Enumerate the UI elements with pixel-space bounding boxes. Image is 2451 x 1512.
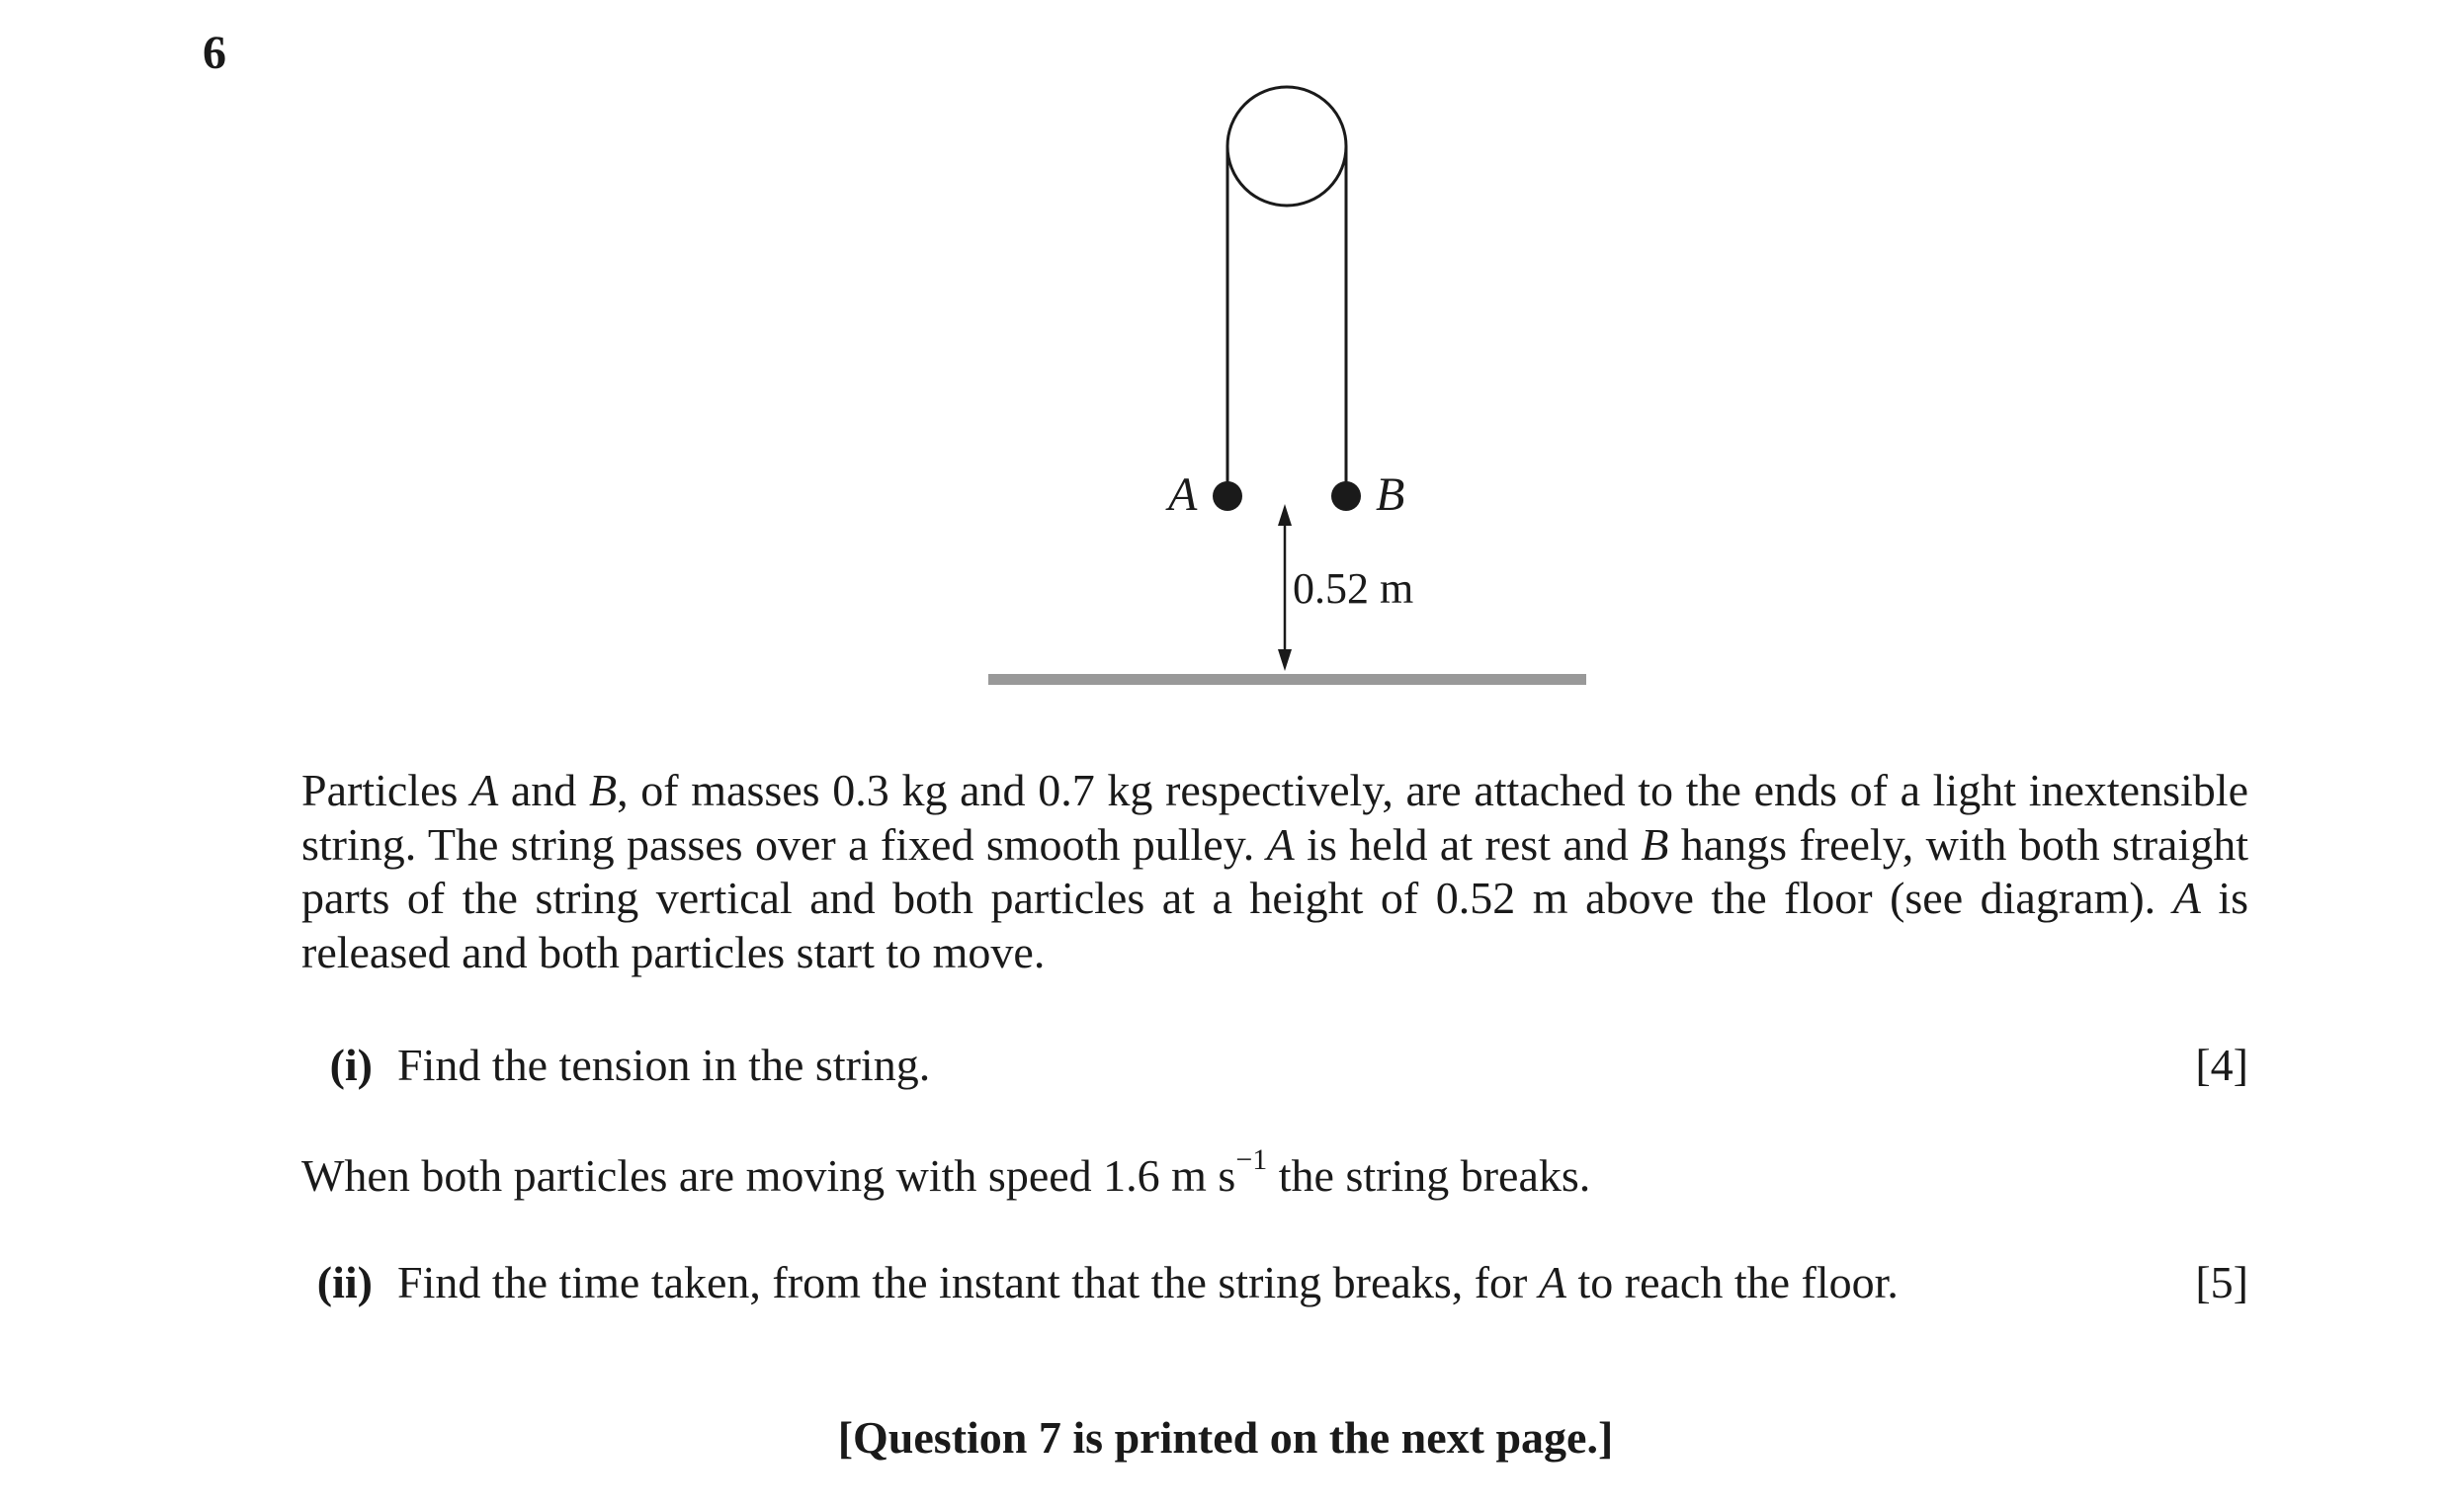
pulley-diagram [0, 0, 2451, 712]
footer-note: [Question 7 is printed on the next page.] [837, 1412, 1614, 1463]
height-arrow-head-up [1278, 504, 1292, 526]
particle-a-label: A [1168, 468, 1198, 521]
intro-text: Particles [301, 765, 471, 815]
height-arrow-head-down [1278, 649, 1292, 671]
intro-text: is released and both particles start to move. [301, 873, 2248, 977]
part-i-text: Find the tension in the string. [397, 1040, 931, 1090]
floor [988, 674, 1586, 685]
part-ii-text-segment: Find the time taken, from the instant that the string breaks, for [397, 1257, 1539, 1307]
middle-text: the string breaks. [1267, 1150, 1591, 1201]
middle-superscript: −1 [1235, 1142, 1268, 1176]
part-ii-text-segment: to reach the floor. [1565, 1257, 1899, 1307]
intro-text: A [2172, 873, 2201, 923]
intro-text: , of masses 0.3 kg and 0.7 kg respectively, are attached to the ends of a light inextensible string. The string passes over a fixed smooth pulley. [301, 765, 2248, 870]
middle-statement [301, 1142, 2248, 1203]
intro-text: is held at rest and [1294, 818, 1642, 870]
particle-b [1331, 481, 1361, 511]
part-ii-text [397, 1256, 1899, 1309]
part-ii-text-segment: A [1538, 1257, 1566, 1307]
part-ii-marks: [5] [2195, 1257, 2248, 1307]
part-i-label: (i) [329, 1040, 373, 1090]
intro-text: and [498, 765, 589, 815]
intro-text: B [588, 765, 618, 815]
particle-b-label: B [1376, 468, 1405, 521]
intro-text: A [1266, 818, 1295, 870]
intro-text: hangs freely, with both straight parts of the string vertical and both particles at a height of 0.52 m above the floor (see diagram). [301, 818, 2248, 923]
part-ii-label: (ii) [316, 1257, 373, 1307]
intro-paragraph [301, 764, 2248, 979]
intro-text: A [470, 765, 499, 815]
height-label: 0.52 m [1293, 564, 1414, 613]
intro-text: B [1641, 818, 1669, 870]
pulley-wheel [1227, 87, 1346, 206]
particle-a [1213, 481, 1242, 511]
part-i-marks: [4] [2195, 1040, 2248, 1090]
question-number: 6 [203, 27, 226, 79]
middle-text: When both particles are moving with speed 1.6 m s [301, 1150, 1236, 1201]
